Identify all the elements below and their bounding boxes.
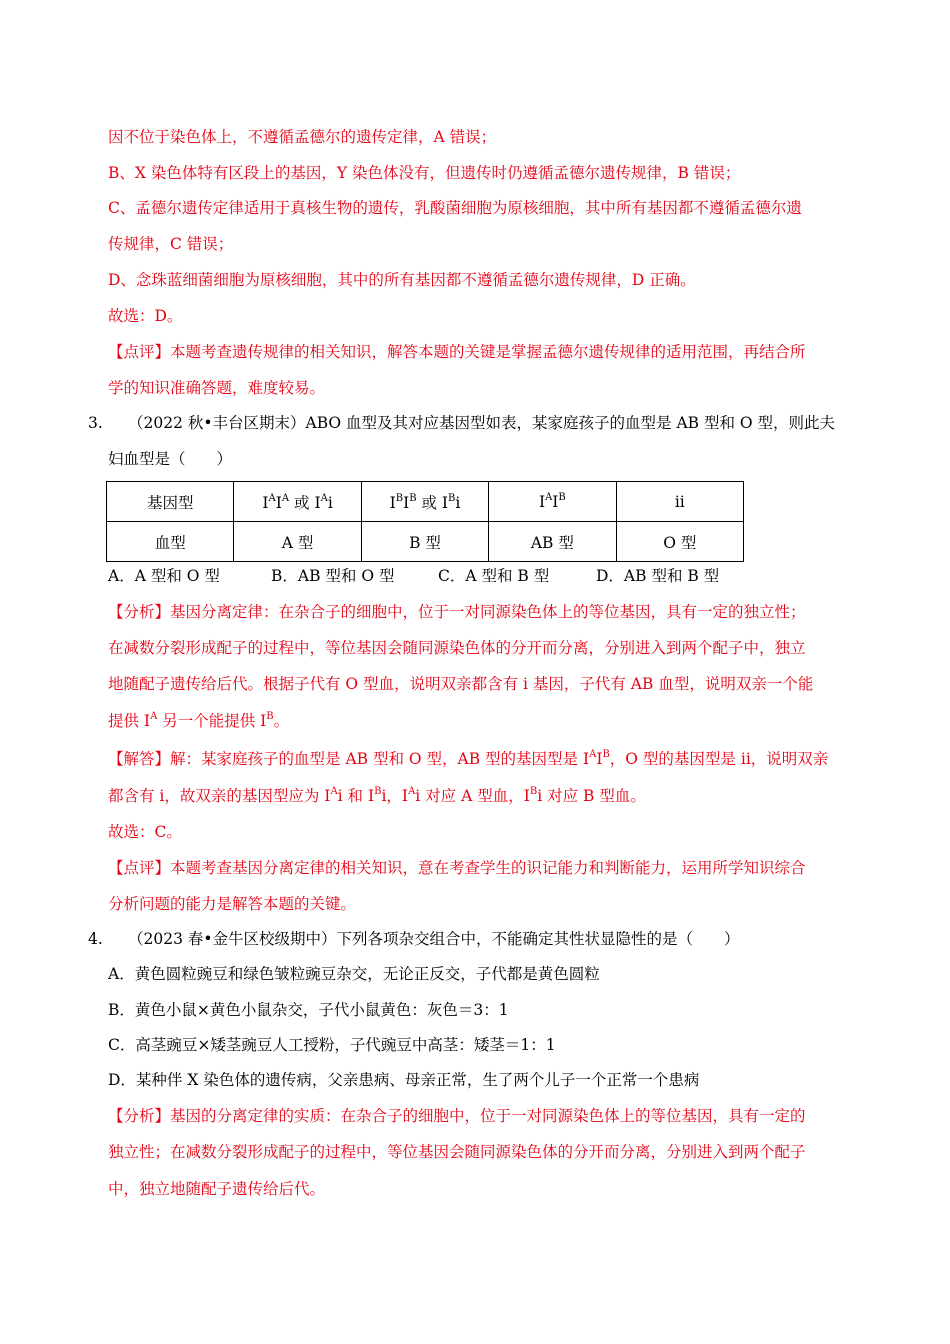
analysis-text: 基因分离定律：在杂合子的细胞中，位于一对同源染色体上的等位基因，具有一定的独立性；: [170, 603, 806, 621]
q3-option-c[interactable]: C．A 型和 B 型: [438, 567, 550, 585]
q2-option-d-explanation: D、念珠蓝细菌细胞为原核细胞，其中的所有基因都不遵循孟德尔遗传规律，D 正确。: [108, 271, 696, 289]
q4-analysis: [108, 1105, 806, 1127]
q2-text-line: 因不位于染色体上，不遵循孟德尔的遗传定律，A 错误；: [108, 128, 497, 146]
q4-option-a[interactable]: A．黄色圆粒豌豆和绿色皱粒豌豆杂交，无论正反交，子代都是黄色圆粒: [108, 965, 600, 983]
analysis-tag: 【分析】: [108, 603, 171, 621]
q3-analysis: [108, 601, 806, 623]
comment-tag: 【点评】: [108, 343, 171, 361]
q4-analysis-cont: 独立性；在减数分裂形成配子的过程中，等位基因会随同源染色体的分开而分离，分别进入到两个配子: [108, 1143, 806, 1161]
comment-tag: 【点评】: [108, 859, 171, 877]
q3-analysis-cont: 在减数分裂形成配子的过程中，等位基因会随同源染色体的分开而分离，分别进入到两个配子中，独立: [108, 639, 806, 657]
table-header-blood-type: 血型: [107, 522, 234, 562]
table-header-genotype: 基因型: [107, 482, 234, 522]
table-cell-type-ab: AB 型: [489, 522, 616, 562]
solution-tag: 【解答】: [108, 750, 171, 768]
q3-stem-cont: 妇血型是（ ）: [108, 450, 233, 468]
table-cell-genotype-ab: $I^AI^B$: [489, 482, 616, 522]
table-cell-type-b: B 型: [361, 522, 488, 562]
q3-option-d[interactable]: D．AB 型和 B 型: [596, 567, 720, 585]
q4-option-b[interactable]: B．黄色小鼠×黄色小鼠杂交，子代小鼠黄色：灰色＝3：1: [108, 1001, 509, 1019]
q2-option-c-explanation: C、孟德尔遗传定律适用于真核生物的遗传，乳酸菌细胞为原核细胞，其中所有基因都不遵循孟德尔遗: [108, 199, 802, 217]
table-cell-type-o: O 型: [616, 522, 743, 562]
q3-analysis-cont: 地随配子遗传给后代。根据子代有 O 型血，说明双亲都含有 i 基因，子代有 AB 血型，说明双亲一个能: [108, 675, 814, 693]
analysis-text: 基因的分离定律的实质：在杂合子的细胞中，位于一对同源染色体上的等位基因，具有一定的: [170, 1107, 806, 1125]
q4-stem: （2023 春•金牛区校级期中）下列各项杂交组合中，不能确定其性状显隐性的是（ ）: [128, 930, 740, 948]
q4-option-c[interactable]: C．高茎豌豆×矮茎豌豆人工授粉，子代豌豆中高茎：矮茎＝1：1: [108, 1036, 556, 1054]
q4-option-d[interactable]: D．某种伴 X 染色体的遗传病，父亲患病、母亲正常，生了两个儿子一个正常一个患病: [108, 1071, 700, 1089]
q3-comment-cont: 分析问题的能力是解答本题的关键。: [108, 895, 357, 913]
q2-comment-cont: 学的知识准确答题，难度较易。: [108, 379, 326, 397]
q2-option-c-explanation-cont: 传规律，C 错误；: [108, 235, 234, 253]
table-cell-genotype-o: ii: [616, 482, 743, 522]
blood-type-table: [106, 481, 744, 562]
table-row: [107, 482, 744, 522]
q3-solution: 【解答】解：某家庭孩子的血型是 AB 型和 O 型，AB 型的基因型是 $I^AI^B$，O 型的基因型是 ii，说明双亲: [108, 749, 829, 768]
q3-stem: （2022 秋•丰台区期末）ABO 血型及其对应基因型如表，某家庭孩子的血型是 AB 型和 O 型，则此夫: [128, 414, 836, 432]
q3-number: 3.: [88, 414, 103, 432]
q3-solution-cont: 都含有 i，故双亲的基因型应为 $I^Ai$ 和 $I^Bi$，$I^Ai$ 对应 A 型血，$I^Bi$ 对应 B 型血。: [108, 786, 646, 805]
q3-options: [108, 565, 748, 587]
q2-comment: [108, 341, 806, 363]
q3-answer: 故选：C。: [108, 823, 182, 841]
q3-analysis-cont: 提供 $I^A$ 另一个能提供 $I^B$。: [108, 711, 290, 730]
table-cell-genotype-b: $I^BI^B$ 或 $I^Bi$: [361, 482, 488, 522]
q4-analysis-cont: 中，独立地随配子遗传给后代。: [108, 1180, 326, 1198]
comment-text: 本题考查基因分离定律的相关知识，意在考查学生的识记能力和判断能力，运用所学知识综合: [170, 859, 806, 877]
q2-option-b-explanation: B、X 染色体特有区段上的基因，Y 染色体没有，但遗传时仍遵循孟德尔遗传规律，B 错误；: [108, 164, 741, 182]
table-cell-genotype-a: $I^AI^A$ 或 $I^Ai$: [234, 482, 361, 522]
table-cell-type-a: A 型: [234, 522, 361, 562]
q4-number: 4.: [88, 930, 103, 948]
table-row: [107, 522, 744, 562]
q3-comment: [108, 857, 806, 879]
q3-option-b[interactable]: B．AB 型和 O 型: [271, 567, 395, 585]
analysis-tag: 【分析】: [108, 1107, 171, 1125]
comment-text: 本题考查遗传规律的相关知识，解答本题的关键是掌握孟德尔遗传规律的适用范围，再结合所: [170, 343, 806, 361]
q3-option-a[interactable]: A．A 型和 O 型: [108, 567, 220, 585]
q2-answer: 故选：D。: [108, 307, 183, 325]
